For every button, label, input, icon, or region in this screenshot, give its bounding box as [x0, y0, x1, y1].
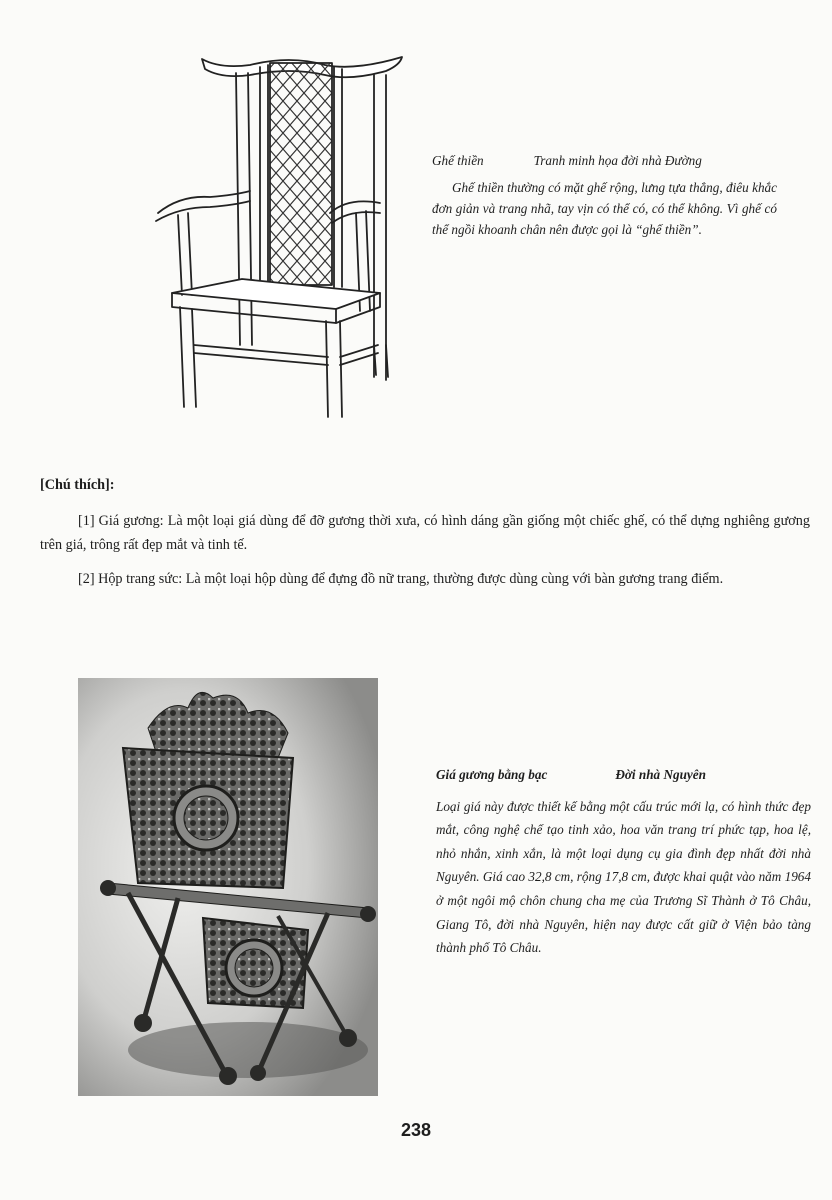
notes-heading: [Chú thích]: — [40, 477, 115, 493]
chair-caption-name: Ghế thiền — [432, 153, 484, 168]
note-item: [2] Hộp trang sức: Là một loại hộp dùng để đựng đồ nữ trang, thường được dùng cùng với bàn gương trang điểm. — [78, 571, 724, 587]
mirror-stand-caption-title — [436, 763, 811, 787]
chair-caption-source: Tranh minh họa đời nhà Đường — [533, 153, 702, 168]
chair-caption — [432, 150, 777, 240]
mirror-stand-caption-source: Đời nhà Nguyên — [615, 767, 706, 782]
note-item: [1] Giá gương: Là một loại giá dùng để đỡ gương thời xưa, có hình dáng gần giống một chiếc ghế, có thể dựng nghiêng gương trên giá, trông rất đẹp mắt và tinh tế. — [40, 513, 810, 553]
chair-caption-title — [432, 150, 777, 171]
mirror-stand-caption-name: Giá gương bằng bạc — [436, 767, 548, 782]
mirror-stand-caption — [436, 763, 811, 960]
chair-caption-text: Ghế thiền thường có mặt ghế rộng, lưng tựa thẳng, điêu khắc đơn giản và trang nhã, tay vịn có thể có, có thể không. Vì ghế có thể ngồi khoanh chân nên được gọi là “ghế thiền”. — [432, 180, 777, 237]
chair-illustration — [150, 45, 415, 425]
notes-section — [40, 473, 810, 601]
mirror-stand-caption-text: Loại giá này được thiết kế bằng một cấu trúc mới lạ, có hình thức đẹp mắt, công nghệ chế tạo tinh xảo, hoa văn trang trí phức tạp, hoa lệ, nhỏ nhắn, xinh xắn, là một loại dụng cụ gia đình đẹp nhất đời nhà Nguyên. Giá cao 32,8 cm, rộng 17,8 cm, được khai quật vào năm 1964 ở một ngôi mộ chôn chung cha mẹ của Trương Sĩ Thành ở Tô Châu, Giang Tô, đời nhà Nguyên, hiện nay được cất giữ ở Viện bảo tàng thành phố Tô Châu. — [436, 798, 811, 956]
page-number: 238 — [400, 1120, 432, 1140]
mirror-stand-photo — [78, 678, 378, 1096]
